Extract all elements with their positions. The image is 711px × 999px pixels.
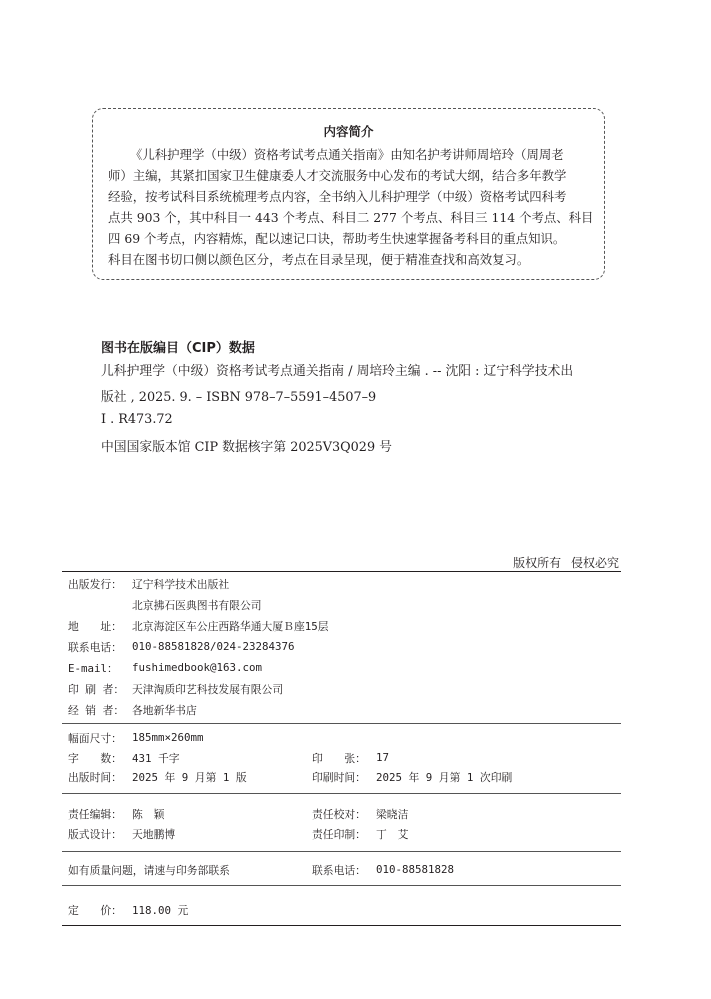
summary-title: 内容简介 (323, 124, 374, 139)
distributor-value: 各地新华书店 (132, 704, 197, 717)
summary-line: 《儿科护理学（中级）资格考试考点通关指南》由知名护考讲师周培玲（周周老 (130, 147, 564, 162)
design-value: 天地鹏博 (132, 828, 176, 841)
summary-line: 点共 903 个，其中科目一 443 个考点、科目二 277 个考点、科目三 114 个考点、科目 (108, 210, 594, 225)
quality-phone-label: 联系电话： (312, 864, 366, 877)
price-label: 定 价： (68, 904, 122, 917)
print-manager-label: 责任印制： (312, 828, 366, 841)
cip-line: Ⅰ . R473.72 (101, 412, 173, 427)
quality-notice: 如有质量问题，请速与印务部联系 (68, 864, 230, 877)
sheets-value: 17 (376, 751, 390, 764)
editor-value: 陈 颖 (132, 808, 165, 821)
words-label: 字 数： (68, 752, 122, 765)
summary-line: 师）主编，其紧扣国家卫生健康委人才交流服务中心发布的考试大纲，结合多年教学 (108, 168, 567, 183)
divider (62, 723, 621, 724)
price-value: 118.00 元 (132, 904, 189, 917)
cip-heading: 图书在版编目（CIP）数据 (101, 341, 255, 356)
editor-label: 责任编辑： (68, 808, 122, 821)
cip-line: 版社 , 2025. 9. – ISBN 978–7–5591–4507–9 (101, 390, 377, 405)
design-label: 版式设计： (68, 828, 122, 841)
quality-phone-value: 010-88581828 (376, 863, 455, 876)
divider (62, 885, 621, 886)
printdate-value: 2025 年 9 月第 1 次印刷 (376, 771, 513, 784)
sheets-label: 印 张： (312, 752, 366, 765)
summary-line: 科目在图书切口侧以颜色区分，考点在目录呈现，便于精准查找和高效复习。 (108, 252, 530, 267)
publisher-name-secondary: 北京拂石医典图书有限公司 (132, 599, 262, 612)
divider (62, 851, 621, 852)
email-label: E-mail： (68, 662, 118, 675)
pubdate-label: 出版时间： (68, 771, 122, 784)
publisher-name: 辽宁科学技术出版社 (132, 578, 230, 591)
proof-label: 责任校对： (312, 808, 366, 821)
format-label: 幅面尺寸： (68, 732, 122, 745)
distributor-label: 经 销 者： (68, 704, 125, 717)
printdate-label: 印刷时间： (312, 771, 366, 784)
email-value: fushimedbook@163.com (132, 661, 263, 674)
cip-line: 中国国家版本馆 CIP 数据核字第 2025V3Q029 号 (101, 440, 392, 455)
address-value: 北京海淀区车公庄西路华通大厦Ｂ座15层 (132, 620, 329, 633)
format-value: 185mm×260mm (132, 731, 204, 744)
pubdate-value: 2025 年 9 月第 1 版 (132, 771, 247, 784)
cip-line: 儿科护理学（中级）资格考试考点通关指南 / 周培玲主编 . -- 沈阳 : 辽宁科学技术出 (101, 364, 574, 379)
summary-line: 经验，按考试科目系统梳理考点内容，全书纳入儿科护理学（中级）资格考试四科考 (108, 189, 567, 204)
proof-value: 梁晓洁 (376, 808, 409, 821)
print-manager-value: 丁 艾 (376, 828, 409, 841)
printer-label: 印 刷 者： (68, 683, 125, 696)
phone-value: 010-88581828/024-23284376 (132, 640, 295, 653)
rights-notice: 版权所有 侵权必究 (513, 556, 619, 570)
divider (62, 571, 621, 572)
publisher-label: 出版发行： (68, 578, 122, 591)
divider (62, 925, 621, 926)
summary-line: 四 69 个考点，内容精炼，配以速记口诀，帮助考生快速掌握备考科目的重点知识。 (108, 231, 566, 246)
printer-value: 天津淘质印艺科技发展有限公司 (132, 683, 284, 696)
address-label: 地 址： (68, 620, 122, 633)
divider (62, 793, 621, 794)
words-value: 431 千字 (132, 752, 180, 765)
phone-label: 联系电话： (68, 641, 122, 654)
